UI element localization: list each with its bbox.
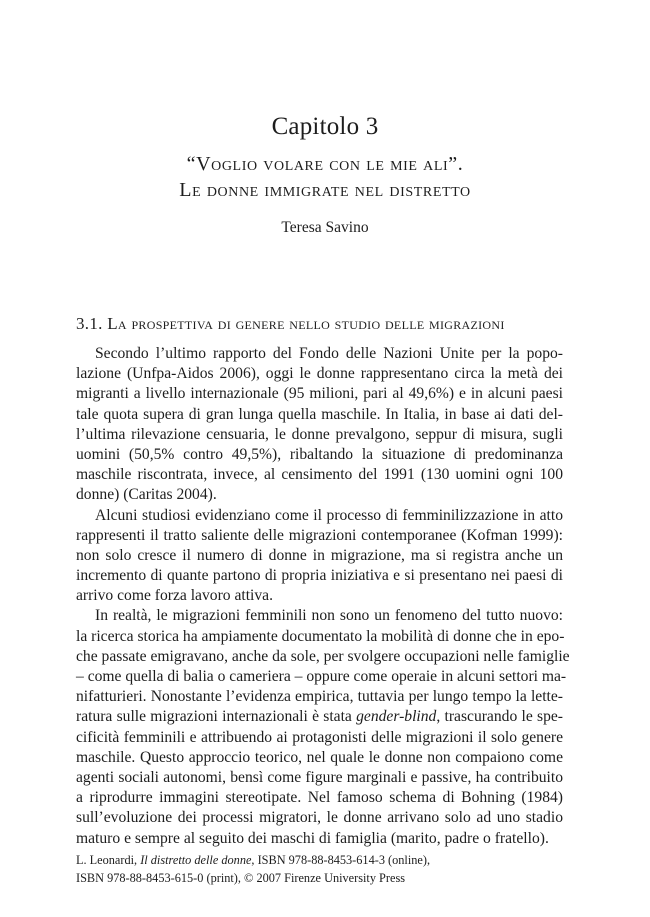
- text-line: incremento di quante partono di propria iniziativa e si presentano nei paesi di: [76, 567, 563, 585]
- text-line: maturo e sempre al seguito dei maschi di famiglia (marito, padre o fratello).: [76, 829, 549, 847]
- chapter-number: Capitolo 3: [271, 113, 379, 140]
- text-line: la ricerca storica ha ampiamente documentato la mobilità di donne che in epo-: [76, 627, 565, 645]
- text-line: l’ultima rilevazione censuaria, le donne prevalgono, seppur di misura, sugli: [76, 425, 563, 443]
- footer-book-title: Il distretto delle donne: [140, 853, 252, 867]
- citation-footer: [76, 851, 576, 887]
- chapter-title-line-2: Le donne immigrate nel distretto: [179, 179, 471, 201]
- text-line: a riprodurre immagini stereotipate. Nel famoso schema di Bohning (1984): [76, 789, 563, 807]
- text-line: arrivo come forza lavoro attiva.: [76, 587, 273, 605]
- emphasis-term: gender-blind: [356, 708, 437, 726]
- chapter-title: [0, 151, 650, 203]
- text-line: cificità femminili e attribuendo ai protagonisti delle migrazioni il solo genere: [76, 728, 563, 746]
- text-line: nifatturieri. Nonostante l’evidenza empirica, tuttavia per lungo tempo la lette-: [76, 688, 563, 706]
- text-line: – come quella di balia o cameriera – oppure come operaie in alcuni settori ma-: [76, 668, 567, 685]
- text-line: lazione (Unfpa-Aidos 2006), oggi le donne rappresentano circa la metà dei: [76, 365, 563, 383]
- footer-author: L. Leonardi,: [76, 853, 138, 867]
- text-line: [76, 707, 563, 727]
- text-line: Secondo l’ultimo rapporto del Fondo delle Nazioni Unite per la popo-: [95, 345, 563, 362]
- section-heading: 3.1. La prospettiva di genere nello studio delle migrazioni: [76, 314, 505, 333]
- text-segment: ratura sulle migrazioni internazionali è stata: [76, 708, 352, 726]
- text-line: migranti a livello internazionale (95 milioni, pari al 49,6%) e in alcuni paesi: [76, 385, 563, 403]
- text-line: tale quota supera di gran lunga quella maschile. In Italia, in base ai dati del-: [76, 405, 563, 423]
- text-line: maschile riscontrata, invece, al censimento del 1991 (130 uomini ogni 100: [76, 466, 563, 484]
- text-line: Alcuni studiosi evidenziano come il processo di femminilizzazione in atto: [95, 506, 563, 524]
- footer-isbn-online: , ISBN 978-88-8453-614-3 (online),: [251, 853, 431, 867]
- chapter-author: Teresa Savino: [281, 219, 369, 236]
- text-line: maschile. Questo approccio teorico, nel quale le donne non compaiono come: [76, 748, 563, 766]
- text-line: rappresenti il tratto saliente delle migrazioni contemporanee (Kofman 1999):: [76, 526, 563, 544]
- text-line: donne) (Caritas 2004).: [76, 486, 217, 504]
- text-line: uomini (50,5% contro 49,5%), ribaltando la situazione di predominanza: [76, 445, 563, 463]
- text-line: agenti sociali autonomi, bensì come figure marginali e passive, ha contribuito: [76, 768, 563, 786]
- text-line: In realtà, le migrazioni femminili non sono un fenomeno del tutto nuovo:: [95, 607, 563, 625]
- footer-line-1: [76, 851, 576, 869]
- text-line: che passate emigravano, anche da sole, per svolgere occupazioni nelle famiglie: [76, 647, 570, 665]
- text-line: non solo cresce il numero di donne in migrazione, ma si registra anche un: [76, 546, 563, 564]
- footer-line-2: ISBN 978-88-8453-615-0 (print), © 2007 Firenze University Press: [76, 871, 406, 885]
- chapter-title-line-1: “Voglio volare con le mie ali”.: [186, 153, 464, 175]
- body-text: [76, 344, 570, 849]
- text-segment: , trascurando le spe-: [436, 708, 563, 726]
- text-line: sull’evoluzione dei processi migratori, le donne arrivano solo ad uno stadio: [76, 809, 563, 827]
